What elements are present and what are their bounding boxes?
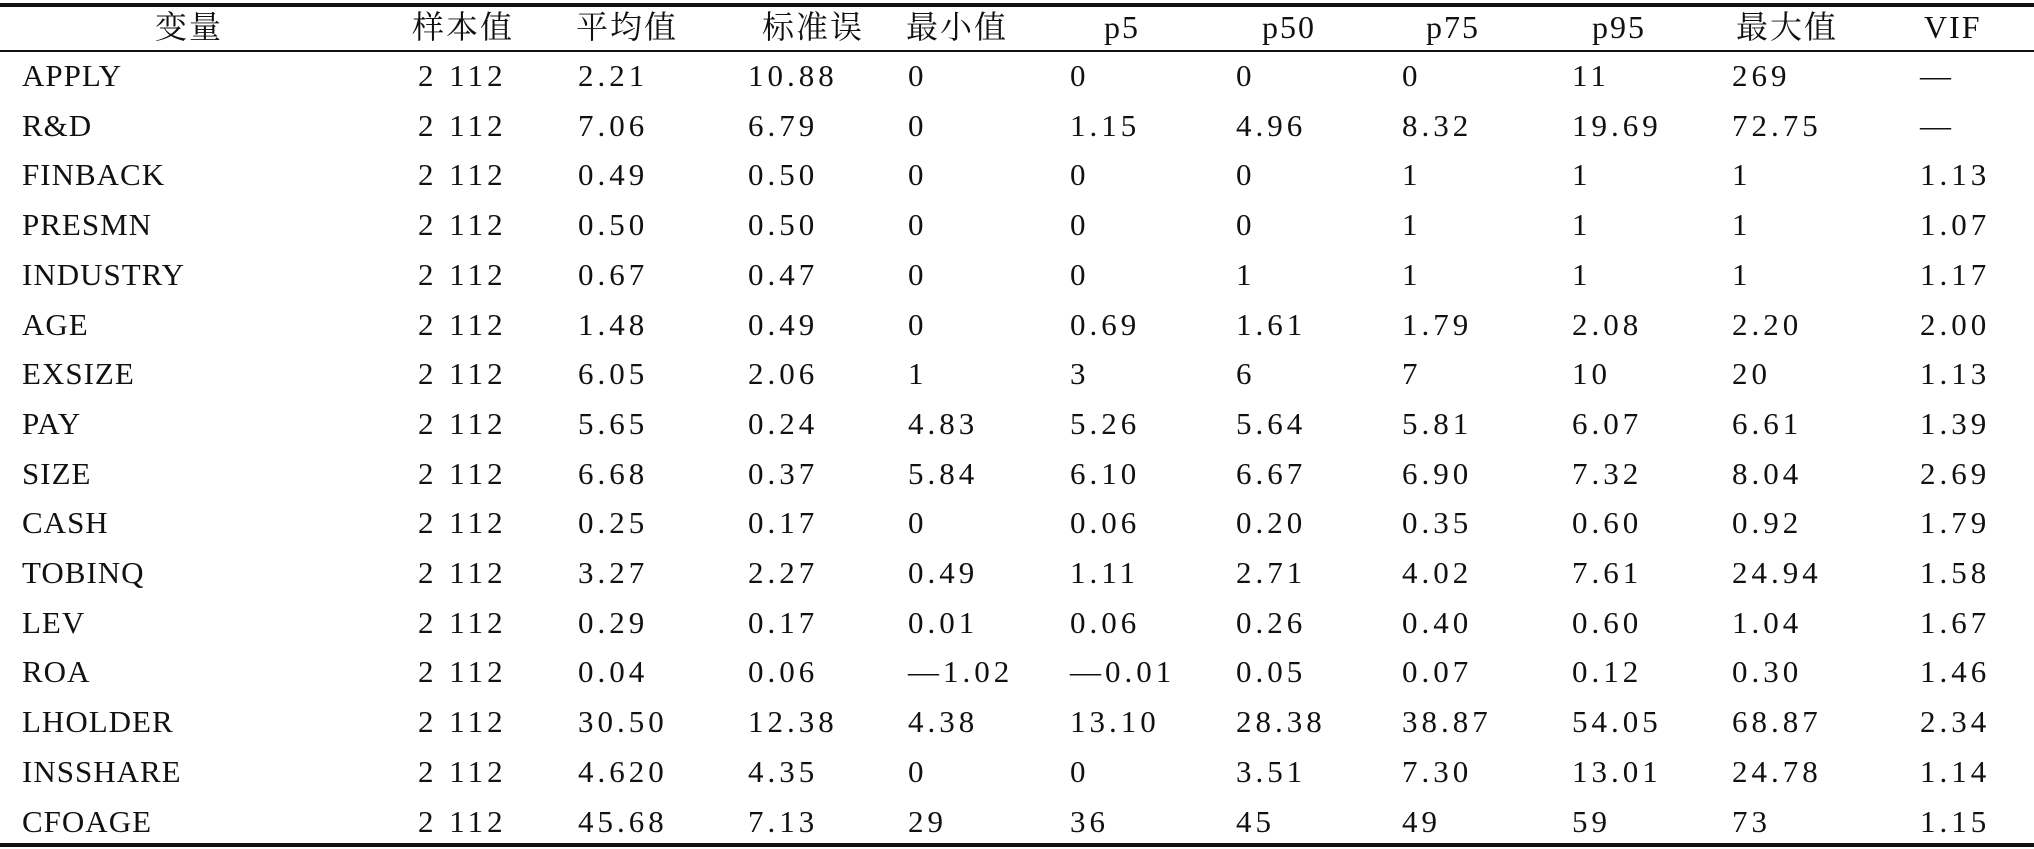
- variable-name-cell: INSSHARE: [22, 753, 182, 789]
- table-row: [0, 349, 2034, 399]
- value-cell: 0.49: [578, 157, 649, 193]
- value-cell: 1: [908, 356, 928, 392]
- value-cell: 2.71: [1236, 555, 1307, 590]
- value-cell: 0.06: [1070, 604, 1141, 640]
- value-cell: 30.50: [578, 704, 668, 740]
- header-p50: p50: [1262, 9, 1316, 45]
- table-row: [0, 250, 2034, 300]
- value-cell: 7.13: [748, 803, 819, 839]
- value-cell: 5.65: [578, 405, 649, 441]
- value-cell: 0: [908, 256, 928, 292]
- value-cell: 5.81: [1402, 405, 1473, 441]
- value-cell: 2 112: [418, 803, 507, 839]
- value-cell: 0.60: [1572, 604, 1643, 640]
- value-cell: 0.69: [1070, 306, 1141, 342]
- value-cell: 1: [1572, 207, 1592, 243]
- value-cell: 1.04: [1732, 604, 1803, 640]
- value-cell: 0.47: [748, 256, 819, 292]
- table-row: [0, 150, 2034, 200]
- value-cell: 3.51: [1236, 753, 1307, 789]
- value-cell: 0: [908, 58, 928, 93]
- value-cell: —: [1920, 58, 1955, 93]
- value-cell: 2.06: [748, 356, 819, 392]
- variable-name-cell: INDUSTRY: [22, 256, 186, 292]
- table-row: [0, 747, 2034, 797]
- value-cell: 2 112: [418, 455, 507, 491]
- value-cell: 4.02: [1402, 555, 1473, 590]
- value-cell: 1: [1572, 157, 1592, 193]
- value-cell: 1: [1402, 157, 1422, 193]
- value-cell: 4.83: [908, 405, 979, 441]
- value-cell: —1.02: [908, 654, 1014, 690]
- value-cell: 2 112: [418, 306, 507, 342]
- value-cell: 45: [1236, 803, 1275, 839]
- value-cell: 0.01: [908, 604, 979, 640]
- value-cell: 29: [908, 803, 947, 839]
- value-cell: 0.24: [748, 405, 819, 441]
- value-cell: —0.01: [1070, 654, 1176, 690]
- value-cell: 49: [1402, 803, 1441, 839]
- value-cell: 2.69: [1920, 455, 1991, 491]
- value-cell: 0.50: [748, 157, 819, 193]
- value-cell: 11: [1572, 58, 1610, 93]
- table-row: [0, 449, 2034, 499]
- value-cell: 73: [1732, 803, 1771, 839]
- value-cell: 2 112: [418, 107, 507, 143]
- value-cell: 7.30: [1402, 753, 1473, 789]
- variable-name-cell: SIZE: [22, 455, 92, 491]
- value-cell: 10.88: [748, 58, 838, 93]
- value-cell: 0.25: [578, 505, 649, 541]
- value-cell: 0.06: [1070, 505, 1141, 541]
- table-row: [0, 399, 2034, 449]
- value-cell: 0.37: [748, 455, 819, 491]
- value-cell: 2.20: [1732, 306, 1803, 342]
- value-cell: 24.78: [1732, 753, 1822, 789]
- value-cell: 0: [908, 107, 928, 143]
- header-mean: 平均值: [576, 9, 679, 45]
- value-cell: 0: [908, 306, 928, 342]
- value-cell: 13.01: [1572, 753, 1662, 789]
- table-row: [0, 300, 2034, 350]
- value-cell: 1.61: [1236, 306, 1307, 342]
- value-cell: 0.17: [748, 505, 819, 541]
- value-cell: 0.92: [1732, 505, 1803, 541]
- value-cell: 0: [908, 157, 928, 193]
- table-row: [0, 647, 2034, 697]
- value-cell: 0.04: [578, 654, 649, 690]
- variable-name-cell: EXSIZE: [22, 356, 135, 392]
- value-cell: 4.38: [908, 704, 979, 740]
- value-cell: 1.79: [1402, 306, 1473, 342]
- value-cell: 3: [1070, 356, 1090, 392]
- value-cell: 2 112: [418, 604, 507, 640]
- value-cell: 2 112: [418, 207, 507, 243]
- value-cell: 5.26: [1070, 405, 1141, 441]
- value-cell: 1.17: [1920, 256, 1991, 292]
- value-cell: 0.17: [748, 604, 819, 640]
- variable-name-cell: FINBACK: [22, 157, 166, 193]
- value-cell: 6: [1236, 356, 1256, 392]
- header-p5: p5: [1104, 9, 1140, 45]
- value-cell: 6.90: [1402, 455, 1473, 491]
- value-cell: 2 112: [418, 356, 507, 392]
- variable-name-cell: TOBINQ: [22, 555, 145, 590]
- value-cell: 8.04: [1732, 455, 1803, 491]
- value-cell: 1.79: [1920, 505, 1991, 541]
- value-cell: 4.620: [578, 753, 668, 789]
- value-cell: 1.46: [1920, 654, 1991, 690]
- value-cell: 2 112: [418, 256, 507, 292]
- value-cell: 1: [1236, 256, 1256, 292]
- value-cell: 2 112: [418, 157, 507, 193]
- value-cell: 6.07: [1572, 405, 1643, 441]
- variable-name-cell: LHOLDER: [22, 704, 174, 740]
- variable-name-cell: APPLY: [22, 58, 123, 93]
- value-cell: 2.08: [1572, 306, 1643, 342]
- variable-name-cell: CFOAGE: [22, 803, 153, 839]
- value-cell: 2 112: [418, 555, 507, 590]
- header-p95: p95: [1592, 9, 1646, 45]
- value-cell: 7.32: [1572, 455, 1643, 491]
- value-cell: 5.64: [1236, 405, 1307, 441]
- value-cell: 0.26: [1236, 604, 1307, 640]
- value-cell: 0: [1070, 256, 1090, 292]
- value-cell: 0.49: [908, 555, 979, 590]
- value-cell: 3.27: [578, 555, 649, 590]
- table-row: [0, 548, 2034, 598]
- value-cell: 0: [1070, 207, 1090, 243]
- value-cell: 1.39: [1920, 405, 1991, 441]
- value-cell: 0.29: [578, 604, 649, 640]
- value-cell: 1.14: [1920, 753, 1991, 789]
- value-cell: 0.06: [748, 654, 819, 690]
- value-cell: 12.38: [748, 704, 838, 740]
- value-cell: 1.07: [1920, 207, 1991, 243]
- value-cell: 0.50: [578, 207, 649, 243]
- value-cell: 2 112: [418, 704, 507, 740]
- value-cell: 7.61: [1572, 555, 1643, 590]
- value-cell: 45.68: [578, 803, 668, 839]
- value-cell: 0.50: [748, 207, 819, 243]
- value-cell: 0.07: [1402, 654, 1473, 690]
- value-cell: 20: [1732, 356, 1771, 392]
- value-cell: 6.79: [748, 107, 819, 143]
- value-cell: 0.30: [1732, 654, 1803, 690]
- value-cell: 7: [1402, 356, 1422, 392]
- value-cell: 38.87: [1402, 704, 1492, 740]
- value-cell: 6.67: [1236, 455, 1307, 491]
- value-cell: 2 112: [418, 654, 507, 690]
- value-cell: 1: [1732, 207, 1752, 243]
- value-cell: 1: [1732, 256, 1752, 292]
- value-cell: 72.75: [1732, 107, 1822, 143]
- value-cell: 8.32: [1402, 107, 1473, 143]
- header-min: 最小值: [906, 9, 1009, 45]
- value-cell: 1.11: [1070, 555, 1140, 590]
- table-row: [0, 697, 2034, 747]
- value-cell: 6.68: [578, 455, 649, 491]
- value-cell: 0.20: [1236, 505, 1307, 541]
- value-cell: 7.06: [578, 107, 649, 143]
- variable-name-cell: LEV: [22, 604, 86, 640]
- value-cell: 2 112: [418, 505, 507, 541]
- value-cell: 0: [908, 505, 928, 541]
- table-row: [0, 51, 2034, 101]
- variable-name-cell: PRESMN: [22, 207, 153, 243]
- value-cell: 0: [1236, 207, 1256, 243]
- value-cell: 13.10: [1070, 704, 1160, 740]
- variable-name-cell: AGE: [22, 306, 89, 342]
- value-cell: 54.05: [1572, 704, 1662, 740]
- table-header-row: [0, 2, 2034, 52]
- header-max: 最大值: [1736, 9, 1839, 45]
- value-cell: 0.67: [578, 256, 649, 292]
- value-cell: 0: [908, 753, 928, 789]
- value-cell: 2 112: [418, 753, 507, 789]
- value-cell: 6.05: [578, 356, 649, 392]
- value-cell: 1.58: [1920, 555, 1991, 590]
- value-cell: 0.12: [1572, 654, 1643, 690]
- value-cell: 0: [1236, 157, 1256, 193]
- value-cell: 19.69: [1572, 107, 1662, 143]
- value-cell: 1: [1572, 256, 1592, 292]
- value-cell: 59: [1572, 803, 1611, 839]
- value-cell: 2.00: [1920, 306, 1991, 342]
- variable-name-cell: CASH: [22, 505, 109, 541]
- value-cell: 10: [1572, 356, 1611, 392]
- value-cell: 28.38: [1236, 704, 1326, 740]
- value-cell: —: [1920, 107, 1955, 143]
- value-cell: 0: [1402, 58, 1422, 93]
- value-cell: 1.67: [1920, 604, 1991, 640]
- value-cell: 5.84: [908, 455, 979, 491]
- header-sample-size: 样本值: [412, 9, 515, 45]
- value-cell: 0.35: [1402, 505, 1473, 541]
- value-cell: 1: [1732, 157, 1752, 193]
- table-row: [0, 598, 2034, 648]
- value-cell: 2.34: [1920, 704, 1991, 740]
- table-row: [0, 200, 2034, 250]
- value-cell: 36: [1070, 803, 1109, 839]
- value-cell: 0: [1070, 753, 1090, 789]
- variable-name-cell: R&D: [22, 107, 93, 143]
- value-cell: 0.40: [1402, 604, 1473, 640]
- value-cell: 1: [1402, 256, 1422, 292]
- value-cell: 6.10: [1070, 455, 1141, 491]
- value-cell: 6.61: [1732, 405, 1803, 441]
- value-cell: 0: [908, 207, 928, 243]
- value-cell: 0: [1236, 58, 1256, 93]
- table-row: [0, 101, 2034, 151]
- value-cell: 1.13: [1920, 356, 1991, 392]
- value-cell: 0: [1070, 157, 1090, 193]
- variable-name-cell: ROA: [22, 654, 91, 690]
- variable-name-cell: PAY: [22, 405, 82, 441]
- bottom-rule: [0, 843, 2034, 847]
- value-cell: 1: [1402, 207, 1422, 243]
- value-cell: 2 112: [418, 58, 507, 93]
- value-cell: 4.96: [1236, 107, 1307, 143]
- value-cell: 2.27: [748, 555, 819, 590]
- header-vif: VIF: [1924, 9, 1982, 45]
- table-row: [0, 797, 2034, 847]
- value-cell: 2.21: [578, 58, 649, 93]
- value-cell: 0: [1070, 58, 1090, 93]
- value-cell: 24.94: [1732, 555, 1822, 590]
- value-cell: 2 112: [418, 405, 507, 441]
- header-variable: 变量: [155, 9, 224, 45]
- header-p75: p75: [1426, 9, 1480, 45]
- value-cell: 1.48: [578, 306, 649, 342]
- value-cell: 0.05: [1236, 654, 1307, 690]
- value-cell: 68.87: [1732, 704, 1822, 740]
- value-cell: 1.15: [1920, 803, 1991, 839]
- value-cell: 1.15: [1070, 107, 1141, 143]
- value-cell: 1.13: [1920, 157, 1991, 193]
- value-cell: 4.35: [748, 753, 819, 789]
- value-cell: 269: [1732, 58, 1791, 93]
- table-row: [0, 498, 2034, 548]
- value-cell: 0.49: [748, 306, 819, 342]
- value-cell: 0.60: [1572, 505, 1643, 541]
- header-std-error: 标准误: [762, 9, 865, 45]
